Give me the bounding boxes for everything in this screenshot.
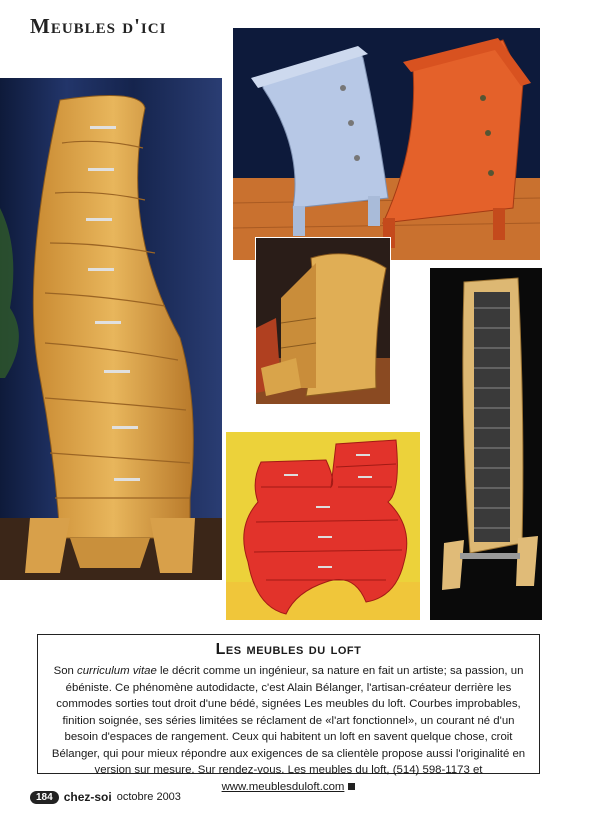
page-footer (30, 790, 181, 804)
red-dresser-photo (226, 432, 420, 620)
article-body (48, 663, 529, 795)
page-number: 184 (30, 791, 59, 804)
section-title: Meubles d'ici (30, 14, 167, 38)
issue-date: octobre 2003 (116, 791, 181, 803)
body-text-emphasis: curriculum vitae (77, 665, 157, 677)
end-mark (348, 783, 355, 790)
body-text-start: Son (53, 665, 78, 677)
body-text: le décrit comme un ingénieur, sa nature en fait un artiste; sa passion, un ébéniste. Ce phénomène autodidacte, c'est Alain Bélanger, l'artisan-créateur derrière les commodes sorties tout droit d'une bédé, signées Les meubles du loft. Courbes improbables, finition soignée, ses séries limitées se réclament de «l'art fonctionnel», un courant né d'un besoin d'espaces de rangement. Ceux qui habitent un loft en savent quelque chose, croit Bélanger, qui pour mieux répondre aux exigences de sa clientèle propose aussi l'originalité en version sur mesure. Sur rendez-vous. Les meubles du loft, (514) 598-1173 et (51, 665, 526, 776)
article-box (37, 634, 540, 793)
cd-tower-photo (430, 268, 542, 620)
article-title: Les meubles du loft (215, 641, 362, 658)
magazine-name: chez-soi (63, 790, 112, 804)
shelf-dresser-photo (255, 237, 391, 405)
tall-wavy-dresser-photo (0, 78, 222, 580)
pair-of-dressers-photo (233, 28, 540, 260)
website-link[interactable]: www.meublesduloft.com (221, 780, 345, 793)
